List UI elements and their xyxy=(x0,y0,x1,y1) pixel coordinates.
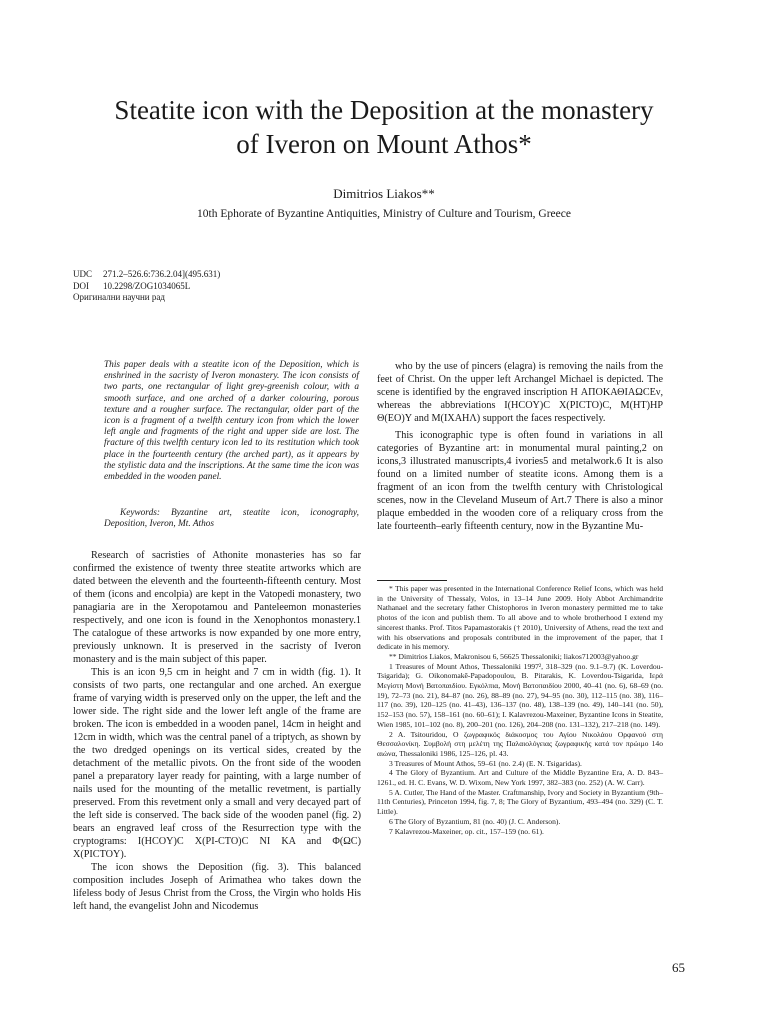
abstract: This paper deals with a steatite icon of the Deposition, which is enshrined in the sacristy of Iveron monastery. The icon consists of two parts, one rectangular of light grey-greenish colour, with a smooth surface, and one arched of a darker colouring, porous texture and a rougher surface. The rectangular, older part of the icon is a fragment of a twelfth century icon from which the lower left angle and fragments of the right and upper side are lost. The fracture of this twelfth century icon led to its restitution which took place in the fourteenth century (the arched part), as it appears by the stylistic data and the inscriptions. At the same time the icon was embedded in the wooden panel. xyxy=(104,360,359,483)
footnote-divider xyxy=(377,580,447,581)
footnote: 1 Treasures of Mount Athos, Thessaloniki 1997², 318–329 (no. 9.1–9.7) (K. Loverdou-Tsigarida); G. Oikonomakē-Papadopoulou, B. Pitarakis, K. Loverdou-Tsigarida, Ιερά Μεγίστη Μονή Βατοπαιδίου. Εγκόλπια, Μονή Βατοπαιδίου 2000, 40–41 (no. 6), 68–69 (no. 19), 72–73 (no. 21), 84–87 (no. 26), 88–89 (no. 27), 94–95 (no. 30), 112–115 (no. 38), 116–117 (no. 39), 120–125 (no. 41–43), 136–137 (no. 48), 138–139 (no. 49), 140–141 (no. 50), 152–153 (no. 57), 158–161 (no. 60–61); I. Kalavrezou-Maxeiner, Byzantine Icons in Steatite, Wien 1985, 101–102 (no. 8), 200–201 (no. 126), 204–208 (no. 131–132), 217–218 (no. 149). xyxy=(377,661,663,729)
author-affiliation: 10th Ephorate of Byzantine Antiquities, Ministry of Culture and Tourism, Greece xyxy=(197,208,571,220)
footnote: 4 The Glory of Byzantium. Art and Culture of the Middle Byzantine Era, A. D. 843–1261., ed. H. C. Evans, W. D. Wixom, New York 1997, 382–383 (no. 252) (A. W. Carr). xyxy=(377,768,663,788)
paragraph: This is an icon 9,5 cm in height and 7 cm in width (fig. 1). It consists of two parts, one rectangular and one arched. An exergue frame of varying width is preserved only on the upper, the left and the lower side. The right side and the lower left angle of the frame are broken. The icon is embedded in a wooden panel, 14cm in height and 12cm in width, which was the central panel of a triptych, as shown by the two dredged openings on its vertical sides, created by the detachment of the metallic pivots. On the front side of the wooden panel a preparatory layer ready for painting, with a large number of nails used for the mounting of the metallic revetment, is partially preserved. From this revetment only a small and very decayed part of the left side is conserved. The back side of the wooden panel (fig. 2) bears an engraved leaf cross of the Resurrection type with the cryptograms: I(HCOY)C X(PI-CTO)C NI KA and Φ(ΩC) X(PICTOY). xyxy=(73,667,361,860)
footnote: 5 A. Cutler, The Hand of the Master. Craftmanship, Ivory and Society in Byzantium (9th–11th Centuries), Princeton 1994, fig. 7, 8; The Glory of Byzantium, 493–494 (no. 329) (C. T. Little). xyxy=(377,787,663,817)
footnote: 3 Treasures of Mount Athos, 59–61 (no. 2.4) (E. N. Tsigaridas). xyxy=(389,758,582,768)
paragraph: The icon shows the Deposition (fig. 3). This balanced composition includes Joseph of Arimathea who takes down the lifeless body of Jesus Christ from the Cross, the Virgin who holds His left hand, the evangelist John and Nicodemus xyxy=(73,862,361,912)
doi-value: 10.2298/ZOG1034065L xyxy=(103,280,191,291)
title-line-2: of Iveron on Mount Athos* xyxy=(236,129,532,159)
paragraph: who by the use of pincers (elagra) is removing the nails from the feet of Christ. On the upper left Archangel Michael is depicted. The scene is identified by the engraved inscription H ΑΠΟΚΑΘΙΑΩCEν, whereas the abbreviations I(HCOY)C X(PICTO)C, M(HT)HP Θ(EO)Y and M(IXAHΛ) support the faces respectively. xyxy=(377,361,663,424)
footnote: * This paper was presented in the International Conference Relief Icons, which was held in the University of Thessaly, Volos, in 13–14 June 2009. Holy Abbot Archimandrite Nathanael and the secretary father Chistophoros in Iveron monastery permitted me to take photos of the icon and publish them. To all above and to whole brotherhood I extend my sincerest thanks. Prof. Titos Papamastorakis († 2010), University of Athens, read the text and with his observations and proposals contributed in the improvement of the paper, that I dedicate in his memory. xyxy=(377,584,663,652)
author-name: Dimitrios Liakos** xyxy=(333,186,435,201)
paragraph: Research of sacristies of Athonite monasteries has so far confirmed the existence of twenty three steatite artworks which are dated between the eleventh and the fourteenth-fifteenth century. Most of them (icons and encolpia) are kept in the Vatopedi monastery, two panagiaria are in the Xeropotamou and Panteleemon monasteries respectively, and one icon is found in the Xenophontos monastery.1 The catalogue of these artworks is now expanded by one more entry, previously unknown. It is preserved in the sacristy of Iveron monastery and is the main subject of this paper. xyxy=(73,550,361,665)
footnotes xyxy=(377,584,663,836)
article-meta xyxy=(73,269,220,304)
footnote: 2 A. Tsitouridou, Ο ζωγραφικός διάκοσμος του Αγίου Νικολάου Ορφανού στη Θεσσαλονίκη. Συμβολή στη μελέτη της Παλαιολόγειας ζωγραφικής κατά τον πρώιμο 14ο αιώνα, Thessaloniki 1986, 125–126, pl. 43. xyxy=(377,729,663,758)
keywords: Keywords: Byzantine art, steatite icon, iconography, Deposition, Iveron, Mt. Athos xyxy=(104,508,359,530)
title-line-1: Steatite icon with the Deposition at the monastery xyxy=(114,95,654,125)
paper-title xyxy=(60,93,708,161)
udc-value: 271.2–526.6:736.2.04](495.631) xyxy=(103,269,221,279)
footnote: 7 Kalavrezou-Maxeiner, op. cit., 157–159 (no. 61). xyxy=(389,826,544,836)
page-number: 65 xyxy=(672,960,685,975)
paragraph: This iconographic type is often found in variations in all categories of Byzantine art: in monumental mural painting,2 on icons,3 illustrated manuscripts,4 ivories5 and metalwork.6 It is also found on a limited number of steatite icons. Among them is a fragment of an icon from the twelfth century with Christological scenes, now in the Cleveland Museum of Art.7 There is also a minor plaque embedded in the wooden core of a reliquary cross from the late fourteenth–early fifteenth century, now in the Byzantine Mu- xyxy=(377,430,663,532)
udc-label: UDC xyxy=(73,269,93,279)
doi-label: DOI xyxy=(73,280,89,291)
footnote: 6 The Glory of Byzantium, 81 (no. 40) (J. C. Anderson). xyxy=(389,816,561,826)
left-column-body xyxy=(73,549,361,913)
article-type: Оригинални научни рад xyxy=(73,292,165,302)
right-column-body xyxy=(377,360,663,533)
footnote: ** Dimitrios Liakos, Makronisou 6, 56625 Thessaloniki; liakos712003@yahoo.gr xyxy=(389,651,639,661)
